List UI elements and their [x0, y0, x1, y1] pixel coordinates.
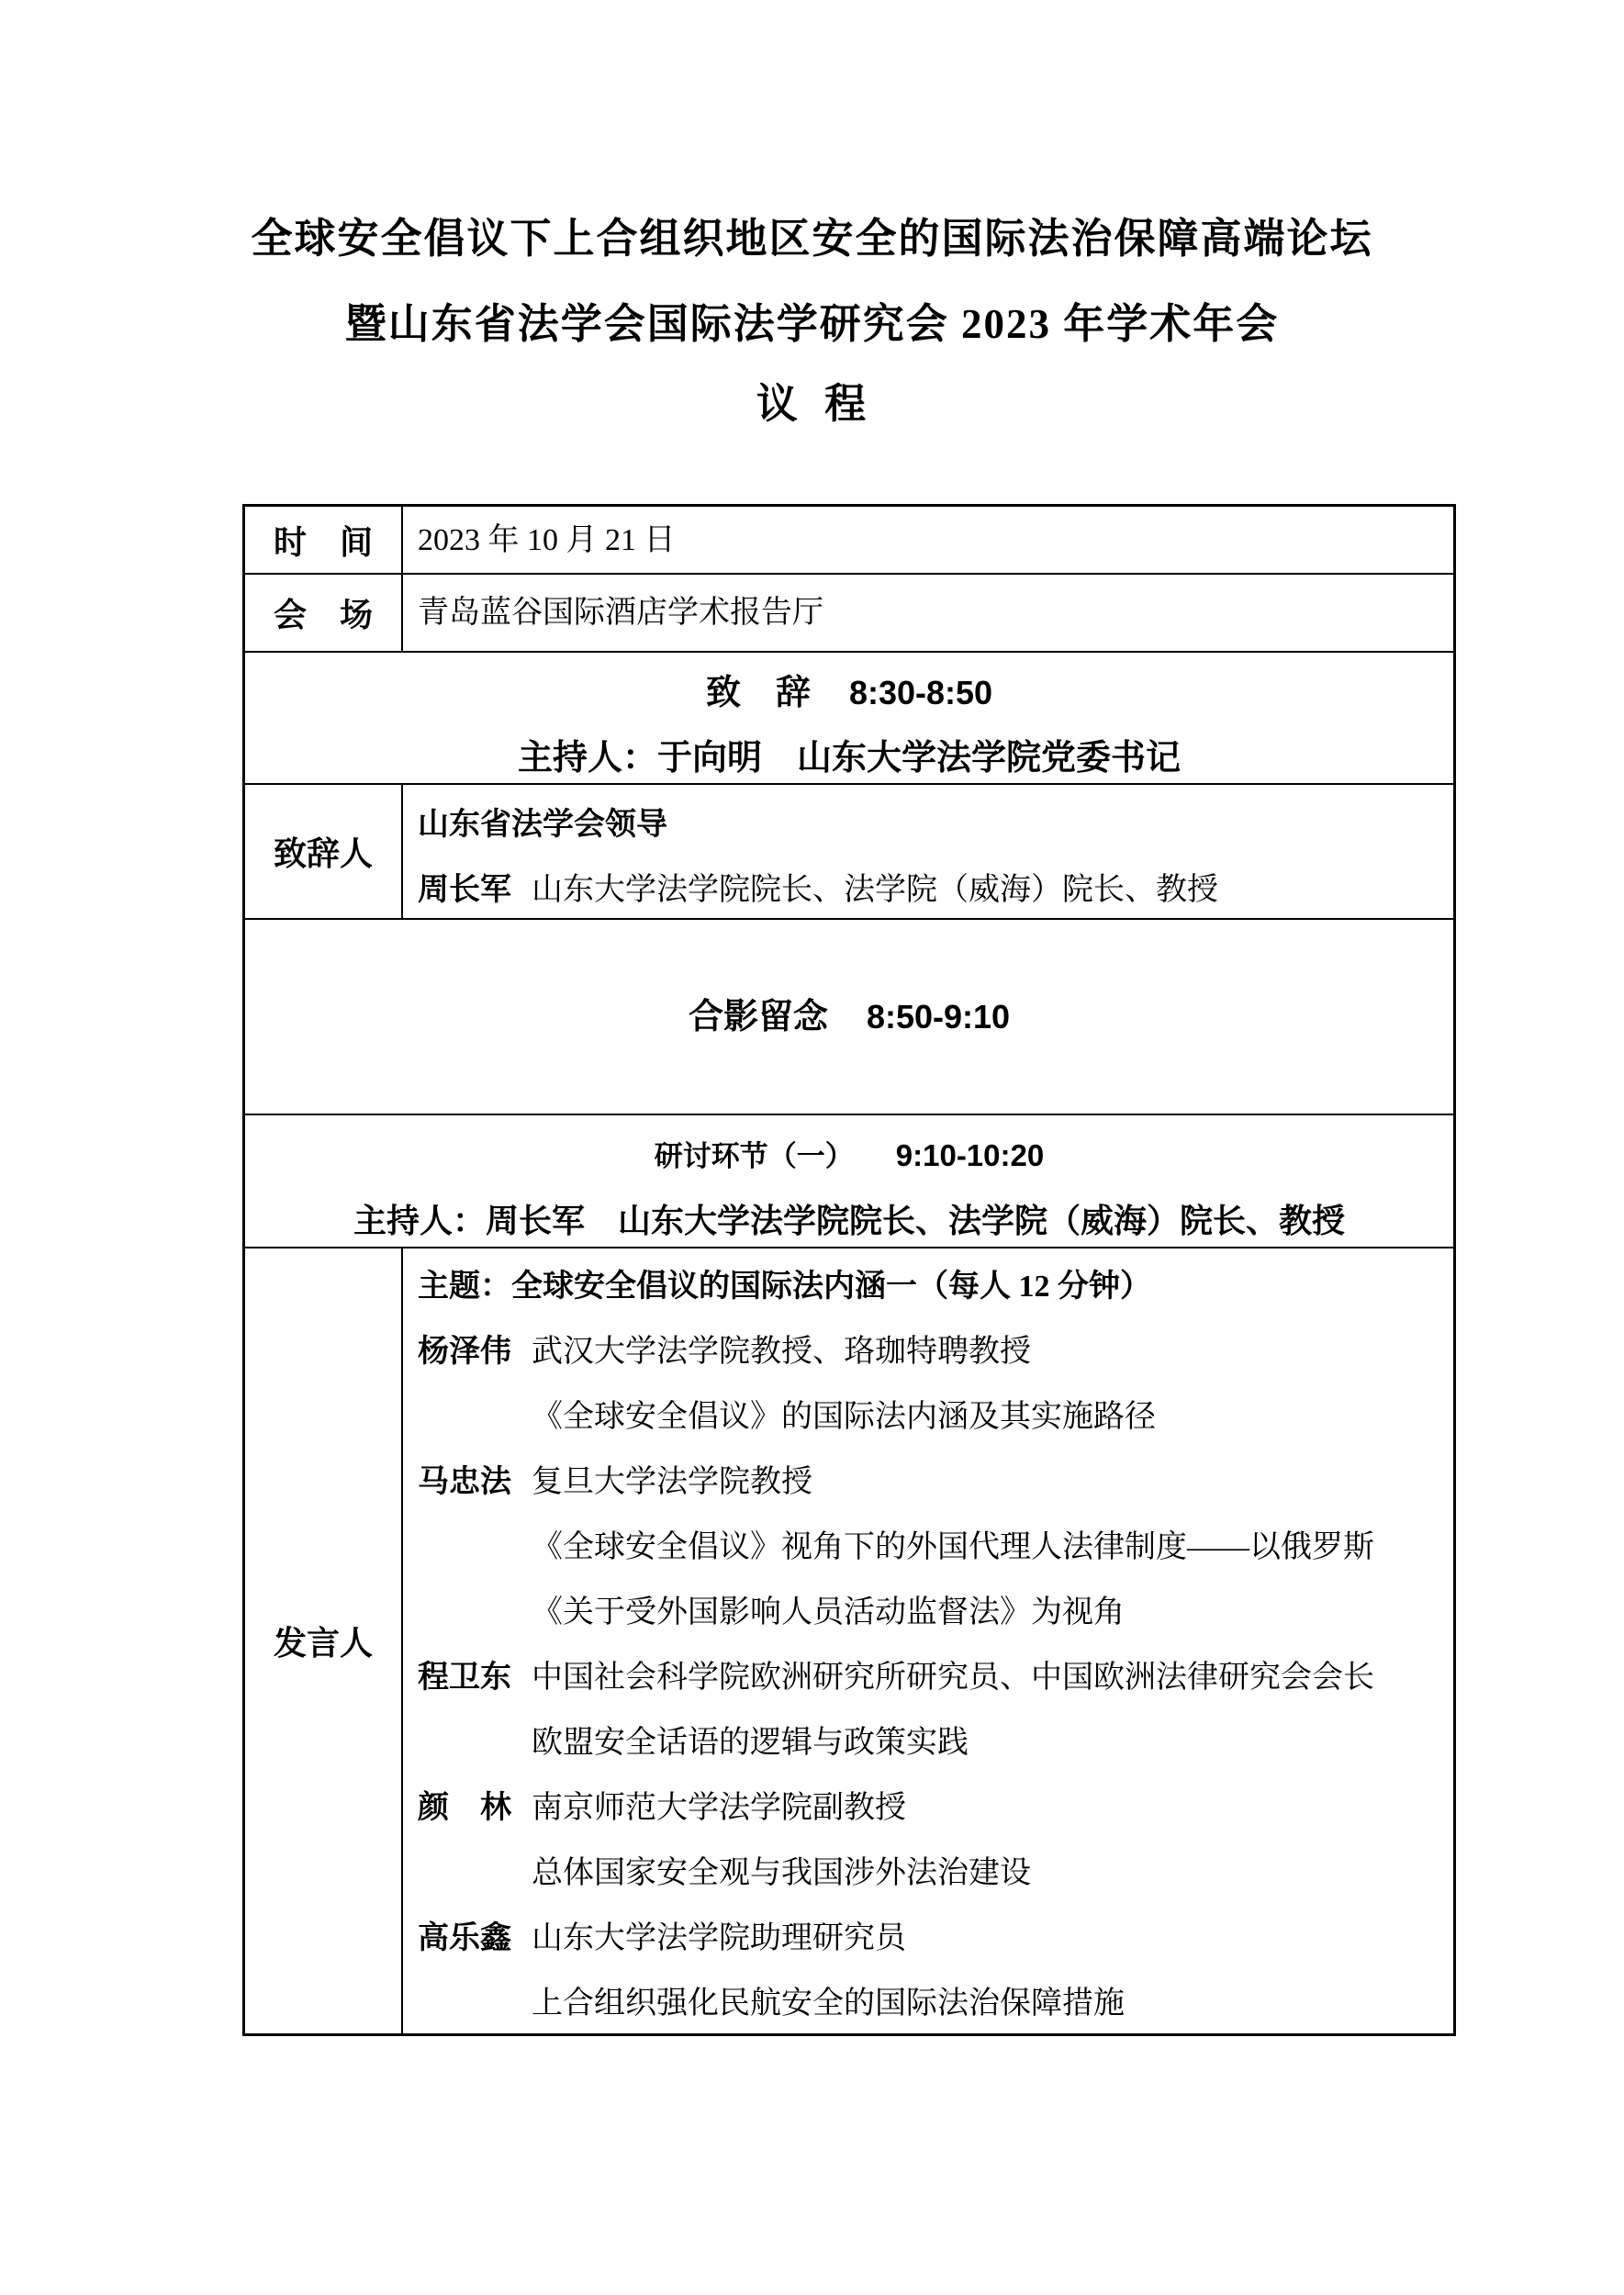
- speakers-content: [401, 1248, 1453, 2033]
- speakers-row: [245, 1247, 1453, 2033]
- speaker-affiliation: 复旦大学法学院教授: [532, 1465, 812, 1499]
- photo-line: [689, 984, 1010, 1050]
- venue-value: [401, 575, 1453, 651]
- greeters-content: [401, 785, 1453, 918]
- paper-title: 《全球安全倡议》视角下的外国代理人法律制度——以俄罗斯: [532, 1530, 1374, 1564]
- speaker-name: 马忠法: [418, 1465, 511, 1499]
- conference-title-line2: 暨山东省法学会国际法学研究会 2023 年学术年会: [344, 301, 1280, 347]
- session1-time: 9:10-10:20: [895, 1138, 1045, 1172]
- time-row: [245, 507, 1453, 573]
- speaker-name: 杨泽伟: [418, 1335, 511, 1369]
- conference-title-line1: 全球安全倡议下上合组织地区安全的国际法治保障高端论坛: [251, 216, 1373, 262]
- time-value: [401, 507, 1453, 573]
- agenda-table: [242, 504, 1456, 2036]
- time-label: 时 间: [273, 523, 373, 561]
- paper-title: 《全球安全倡议》的国际法内涵及其实施路径: [532, 1400, 1156, 1434]
- session1-topic: 主题：全球安全倡议的国际法内涵一（每人 12 分钟）: [418, 1270, 1151, 1304]
- photo-heading: 合影留念: [688, 997, 828, 1036]
- speaker-affiliation: 武汉大学法学院教授、珞珈特聘教授: [532, 1335, 1031, 1369]
- paper-title: 《关于受外国影响人员活动监督法》为视角: [532, 1595, 1125, 1629]
- speaker-name: 高乐鑫: [418, 1921, 511, 1955]
- paper-title: 总体国家安全观与我国涉外法治建设: [532, 1856, 1031, 1890]
- greeter-speaker-affiliation: 山东大学法学院院长、法学院（威海）院长、教授: [532, 873, 1218, 907]
- opening-header-row: [245, 651, 1453, 783]
- time-value-text: 2023 年 10 月 21 日: [418, 522, 676, 557]
- venue-value-text: 青岛蓝谷国际酒店学术报告厅: [418, 596, 823, 630]
- greeters-label: 致辞人: [273, 835, 373, 872]
- speaker-affiliation: 中国社会科学院欧洲研究所研究员、中国欧洲法律研究会会长: [532, 1661, 1374, 1695]
- opening-heading-line: [706, 660, 992, 726]
- greeters-row: [245, 783, 1453, 918]
- session1-heading-line: [655, 1123, 1044, 1189]
- photo-cell: [245, 920, 1453, 1114]
- session1-header-row: [245, 1114, 1453, 1247]
- session1-heading: 研讨环节（一）: [654, 1140, 854, 1172]
- session1-header-cell: [245, 1115, 1453, 1247]
- speaker-affiliation: 南京师范大学法学院副教授: [532, 1791, 906, 1825]
- agenda-heading: 议 程: [756, 381, 868, 427]
- speaker-line: [418, 1450, 1453, 1515]
- speaker-line: [418, 1645, 1453, 1710]
- paper-title: 欧盟安全话语的逻辑与政策实践: [532, 1726, 969, 1760]
- venue-label: 会 场: [273, 597, 373, 633]
- opening-header-cell: [245, 653, 1453, 783]
- speaker-affiliation: 山东大学法学院助理研究员: [532, 1921, 906, 1955]
- opening-host-line: 主持人：于向明 山东大学法学院党委书记: [517, 739, 1181, 778]
- venue-row: [245, 573, 1453, 651]
- speaker-name: 程卫东: [418, 1661, 511, 1695]
- session1-host-line: 主持人：周长军 山东大学法学院院长、法学院（威海）院长、教授: [353, 1203, 1345, 1239]
- photo-row: [245, 918, 1453, 1114]
- greeter-speaker-line: [418, 857, 1453, 923]
- opening-heading: 致 辞: [705, 674, 811, 712]
- speaker-line: [418, 1319, 1453, 1384]
- speaker-line: [418, 1775, 1453, 1841]
- photo-time: 8:50-9:10: [866, 997, 1011, 1036]
- speaker-name: 颜 林: [418, 1791, 511, 1825]
- paper-title: 上合组织强化民航安全的国际法治保障措施: [532, 1987, 1125, 2021]
- greeter-group-line: 山东省法学会领导: [418, 808, 667, 842]
- speakers-label: 发言人: [273, 1625, 373, 1662]
- opening-time: 8:30-8:50: [848, 674, 993, 711]
- speaker-line: [418, 1906, 1453, 1971]
- greeter-speaker-name: 周长军: [418, 873, 511, 907]
